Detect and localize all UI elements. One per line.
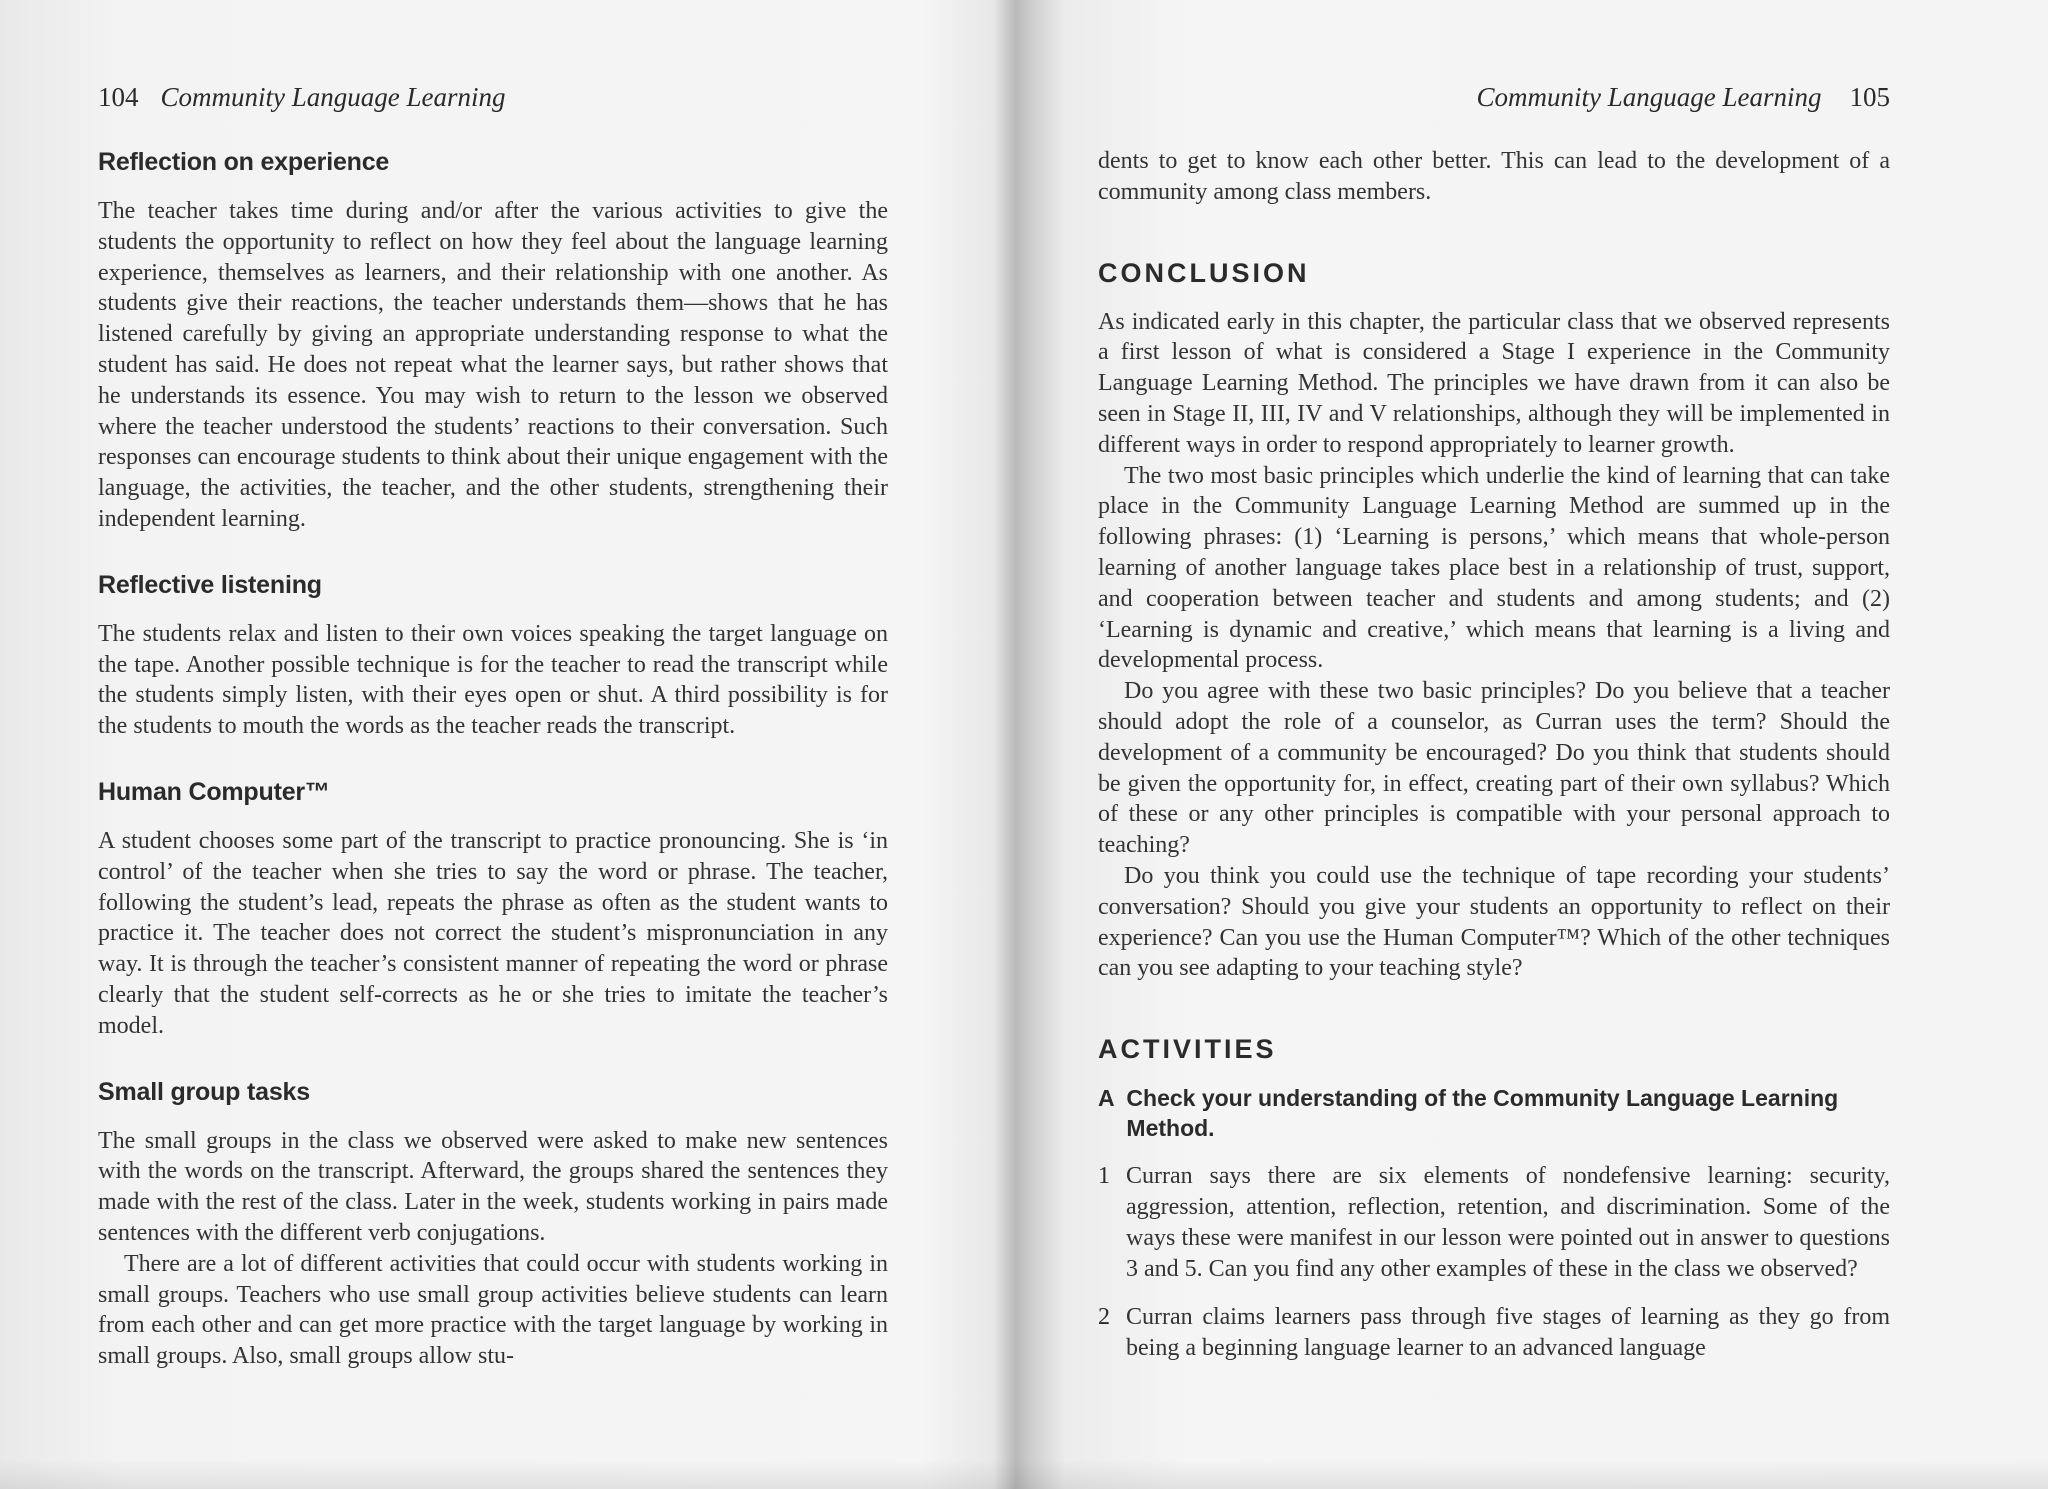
paragraph: A student chooses some part of the transcript to practice pronouncing. She is ‘in control’ of the teacher when she tries to say the word or phrase. The teacher, following the student’s lead, repeats the phrase as often as the student wants to practice it. The teacher does not correct the student’s mispronunciation in any way. It is through the teacher’s consistent manner of repeating the word or phrase clearly that the student self-corrects as he or she tries to imitate the teacher’s model. [98, 827, 888, 1039]
section-heading-reflective-listening: Reflective listening [98, 570, 322, 599]
activities-heading: ACTIVITIES [1098, 1034, 1277, 1065]
paragraph: The students relax and listen to their own voices speaking the target language on the tape. Another possible technique is for the teacher to read the transcript while the students simply listen, with their eyes open or shut. A third possibility is for the students to mouth the words as the teacher reads the transcript. [98, 620, 888, 740]
paragraph: The small groups in the class we observed were asked to make new sentences with the words on the transcript. Afterward, the groups shared the sentences they made with the rest of the class. Later in the week, students working in pairs made sentences with the different verb conjugations. [98, 1127, 888, 1246]
question-list [1098, 1161, 1890, 1364]
question-number: 1 [1098, 1163, 1110, 1190]
left-page-number: 104 [98, 82, 139, 112]
conclusion-heading: CONCLUSION [1098, 257, 1310, 288]
right-page-body [1098, 146, 1890, 1382]
paragraph: Do you agree with these two basic principles? Do you believe that a teacher should adopt the role of a counselor, as Curran uses the term? Should the development of a community be encouraged? Do you think that students should be given the opportunity for, in effect, creating part of their own syllabus? Which of these or any other principles is compatible with your personal approach to teaching? [1098, 678, 1890, 859]
question-number: 2 [1098, 1304, 1110, 1331]
paragraph: Do you think you could use the technique of tape recording your students’ conversation? Should you give your students an opportunity to reflect on their experience? Can you use the Human Computer™? Which of the other techniques can you see adapting to your teaching style? [1098, 862, 1890, 982]
list-item [1098, 1302, 1890, 1364]
section-heading-reflection-on-experience: Reflection on experience [98, 148, 390, 176]
right-running-title: Community Language Learning [1476, 82, 1822, 112]
paragraph: The teacher takes time during and/or after the various activities to give the students the opportunity to reflect on how they feel about the language learning experience, themselves as learners, and their relationship with one another. As students give their reactions, the teacher understands them—shows that he has listened carefully by giving an appropriate understanding response to what the student has said. He does not repeat what the learner says, but rather shows that he understands its essence. You may wish to return to the lesson we observed where the teacher understood the students’ reactions to their conversation. Such responses can encourage students to think about their unique engagement with the language, the activities, the teacher, and the other students, strengthening their independent learning. [98, 198, 888, 532]
right-page-number: 105 [1849, 82, 1890, 112]
question-text: Curran says there are six elements of nondefensive learning: security, aggression, attention, reflection, retention, and discrimination. Some of the ways these were manifest in our lesson were pointed out in answer to questions 3 and 5. Can you find any other examples of these in the class we observed? [1126, 1163, 1890, 1282]
continuation-paragraph: dents to get to know each other better. This can lead to the development of a community among class members. [1098, 148, 1890, 205]
activity-letter: A [1098, 1085, 1115, 1112]
left-running-title: Community Language Learning [160, 82, 506, 112]
activity-subheading [1098, 1083, 1890, 1143]
paragraph: The two most basic principles which underlie the kind of learning that can take place in the Community Language Learning Method are summed up in the following phrases: (1) ‘Learning is persons,’ which means that whole-person learning of another language takes place best in a relationship of trust, support, and cooperation between teacher and students and among students; and (2) ‘Learning is dynamic and creative,’ which means that learning is a living and developmental process. [1098, 462, 1890, 674]
paragraph: There are a lot of different activities that could occur with students working in small groups. Teachers who use small group activities believe students can learn from each other and can get more practice with the target language by working in small groups. Also, small groups allow stu- [98, 1250, 888, 1370]
page-bottom-shadow [0, 1459, 2048, 1489]
right-page [1098, 0, 1890, 1489]
left-page-body [98, 146, 888, 1372]
left-page [98, 0, 888, 1489]
right-running-head [1098, 80, 1890, 114]
list-item [1098, 1161, 1890, 1284]
question-text: Curran claims learners pass through five stages of learning as they go from being a beginning language learner to an advanced language [1126, 1304, 1890, 1362]
activity-subheading-text: Check your understanding of the Community Language Learning Method. [1126, 1085, 1839, 1142]
left-running-head [98, 80, 888, 114]
section-heading-human-computer: Human Computer™ [98, 777, 330, 806]
section-heading-small-group-tasks: Small group tasks [98, 1077, 310, 1106]
paragraph: As indicated early in this chapter, the particular class that we observed represents a first lesson of what is considered a Stage I experience in the Community Language Learning Method. The principles we have drawn from it can also be seen in Stage II, III, IV and V relationships, although they will be implemented in different ways in order to respond appropriately to learner growth. [1098, 308, 1890, 458]
